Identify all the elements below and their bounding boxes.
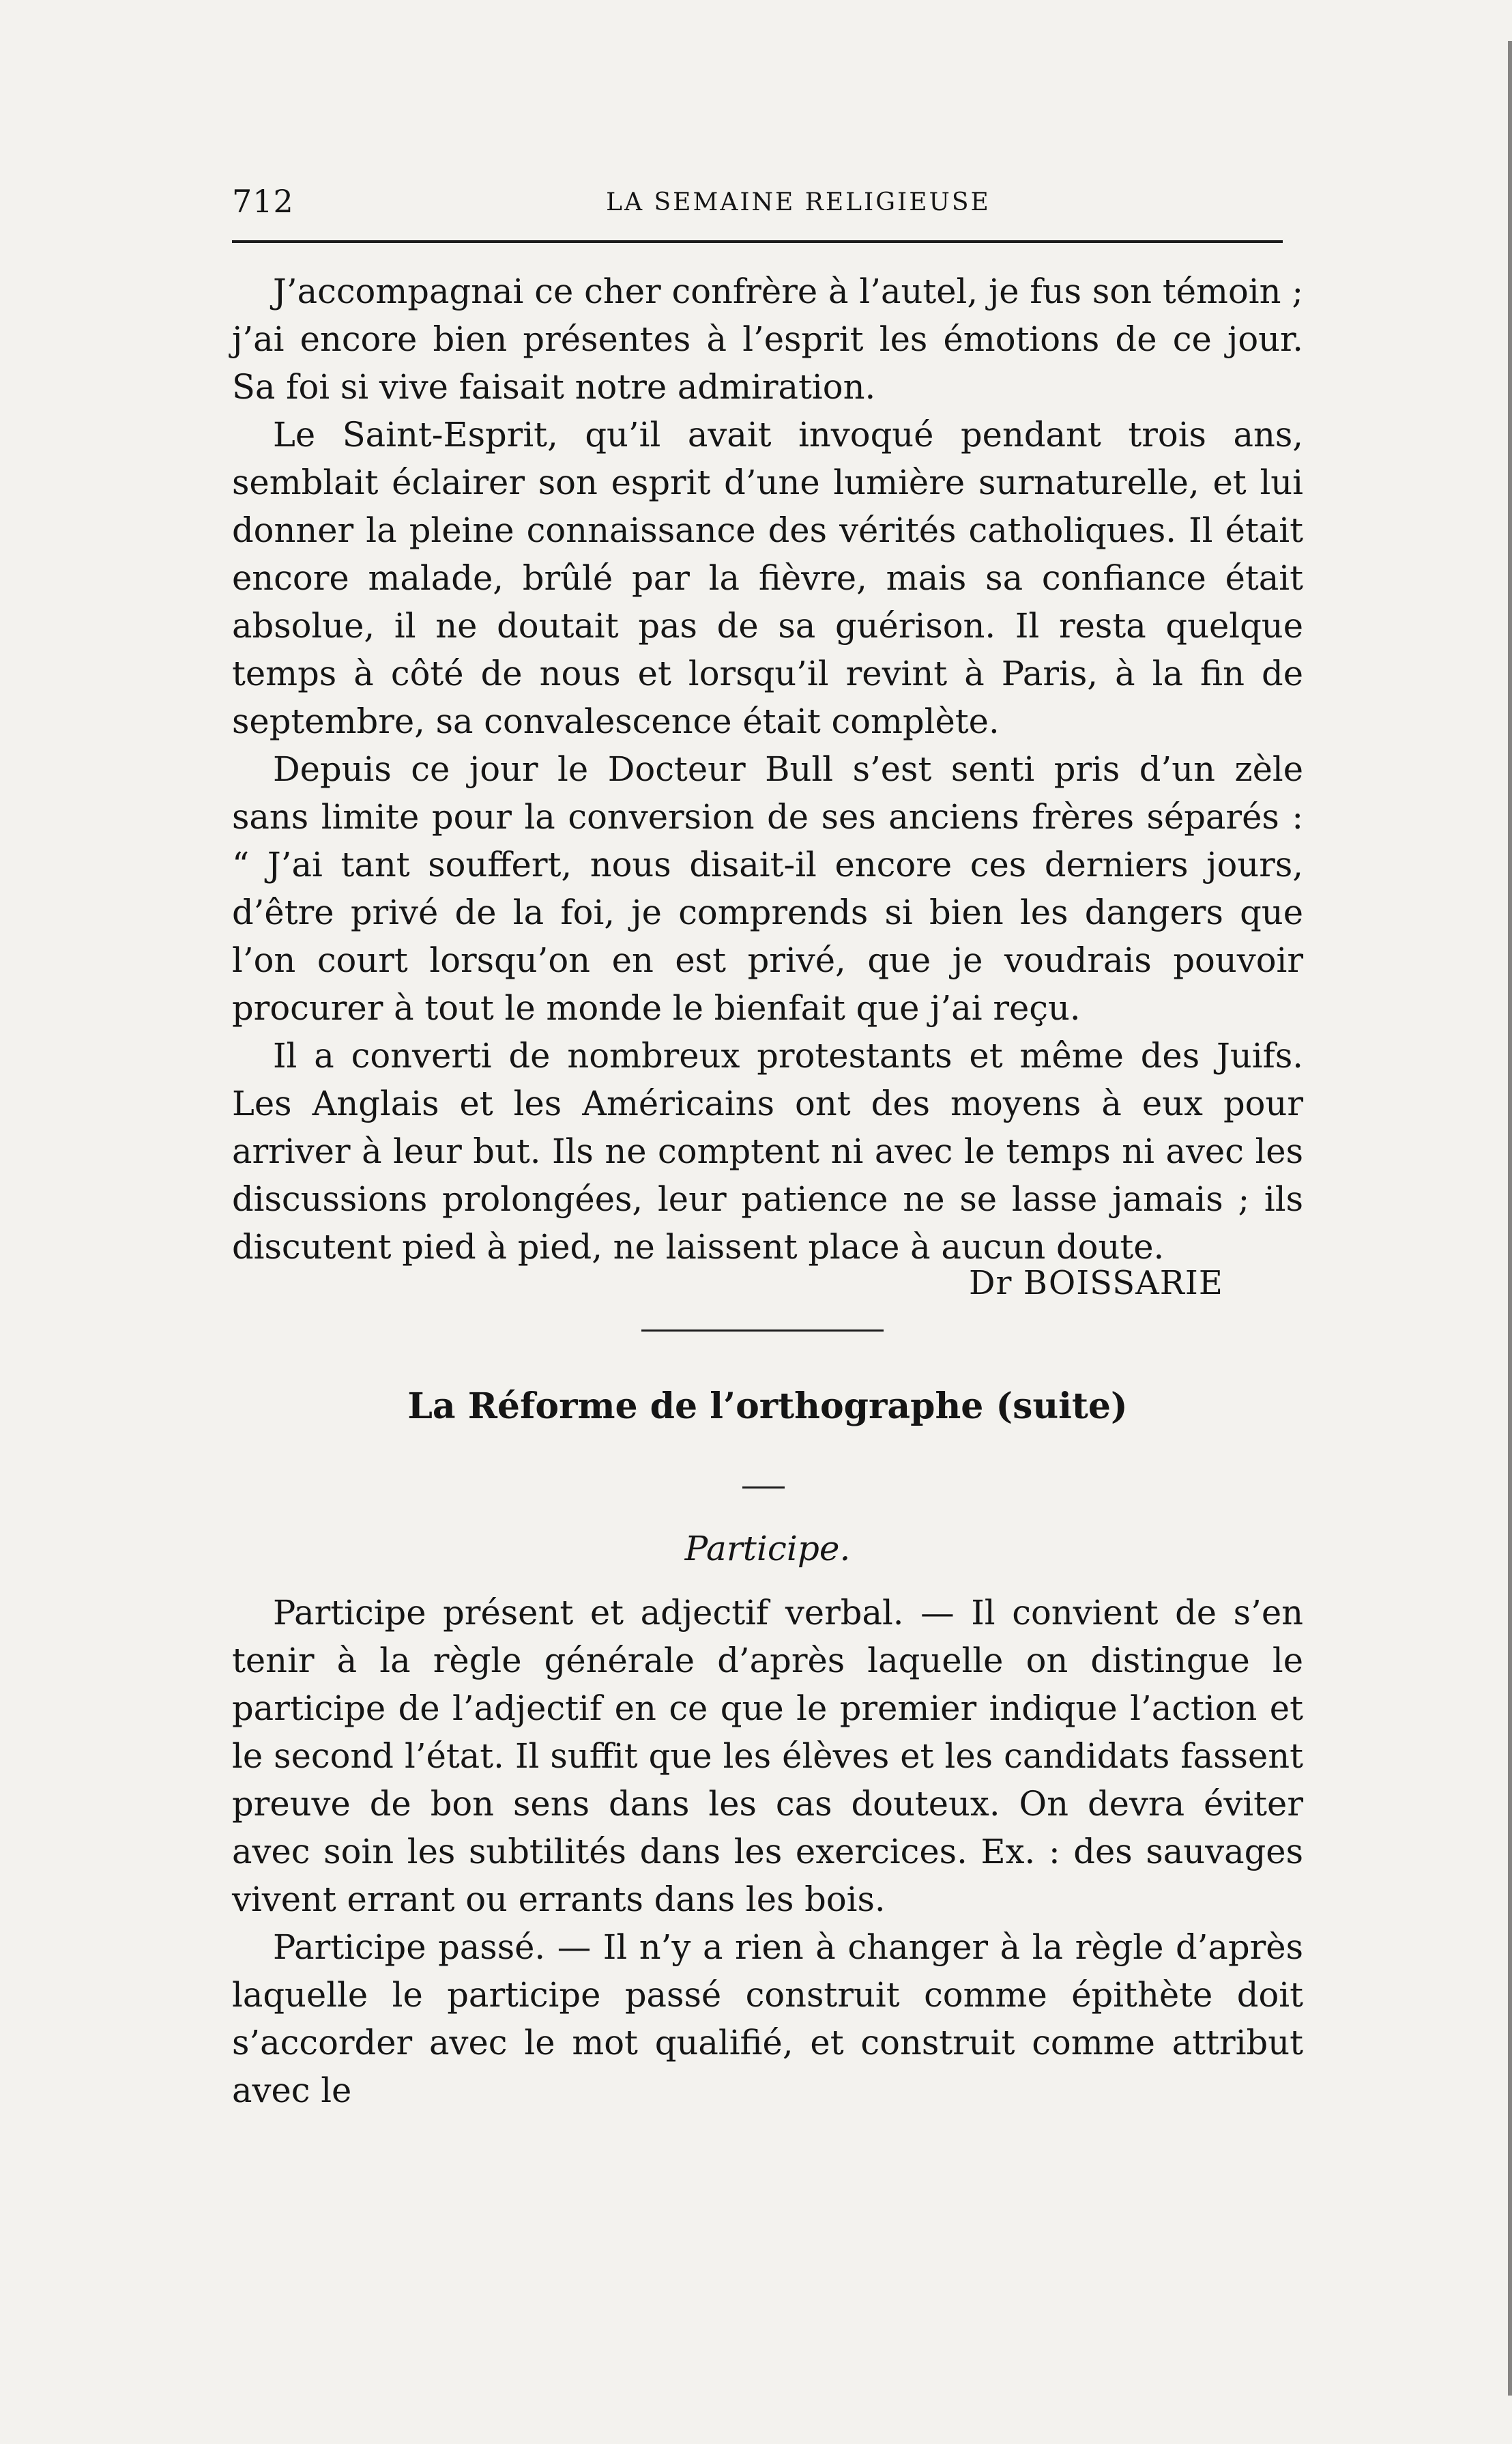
running-title: LA SEMAINE RELIGIEUSE (606, 188, 991, 216)
paragraph: Participe présent et adjectif verbal. — Il convient de s’en tenir à la règle générale d’après laquelle on distingue le participe de l’adjectif en ce que le premier indique l’action et le second l’état. Il suffit que les élèves et les candidats fassent preuve de bon sens dans les cas douteux. On devra éviter avec soin les subtilités dans les exercices. Ex. : des sauvages vivent errant ou errants dans les bois. (232, 1593, 1303, 1919)
section-title: La Réforme de l’orthographe (suite) (407, 1385, 1128, 1427)
article-body (232, 268, 1303, 1271)
paragraph: J’accompagnai ce cher confrère à l’autel, je fus son témoin ; j’ai encore bien présentes à l’esprit les émotions de ce jour. Sa foi si vive faisait notre admiration. (232, 272, 1303, 407)
paragraph: Il a converti de nombreux protestants et même des Juifs. Les Anglais et les Américains ont des moyens à eux pour arriver à leur but. Ils ne comptent ni avec le temps ni avec les discussions prolongées, leur patience ne se lasse jamais ; ils discutent pied à pied, ne laissent place à aucun doute. (232, 1036, 1303, 1267)
title-separator (742, 1486, 785, 1489)
subheading: Participe. (684, 1529, 851, 1568)
scan-edge (1508, 41, 1512, 2396)
header-rule (232, 240, 1283, 243)
section-separator (641, 1329, 884, 1332)
author-signature: Dr BOISSARIE (969, 1264, 1223, 1302)
page-header (232, 183, 1283, 224)
article-body-2 (232, 1589, 1303, 2114)
paragraph: Le Saint-Esprit, qu’il avait invoqué pendant trois ans, semblait éclairer son esprit d’une lumière surnaturelle, et lui donner la pleine connaissance des vérités catholiques. Il était encore malade, brûlé par la fièvre, mais sa confiance était absolue, il ne doutait pas de sa guérison. Il resta quelque temps à côté de nous et lorsqu’il revint à Paris, à la fin de septembre, sa convalescence était complète. (232, 415, 1303, 741)
paragraph: Participe passé. — Il n’y a rien à changer à la règle d’après laquelle le participe passé construit comme épithète doit s’accorder avec le mot qualifié, et construit comme attribut avec le (232, 1927, 1303, 2110)
paragraph: Depuis ce jour le Docteur Bull s’est senti pris d’un zèle sans limite pour la conversion de ses anciens frères séparés : “ J’ai tant souffert, nous disait-il encore ces derniers jours, d’être privé de la foi, je comprends si bien les dangers que l’on court lorsqu’on en est privé, que je voudrais pouvoir procurer à tout le monde le bienfait que j’ai reçu. (232, 749, 1303, 1028)
page-number: 712 (232, 183, 294, 220)
